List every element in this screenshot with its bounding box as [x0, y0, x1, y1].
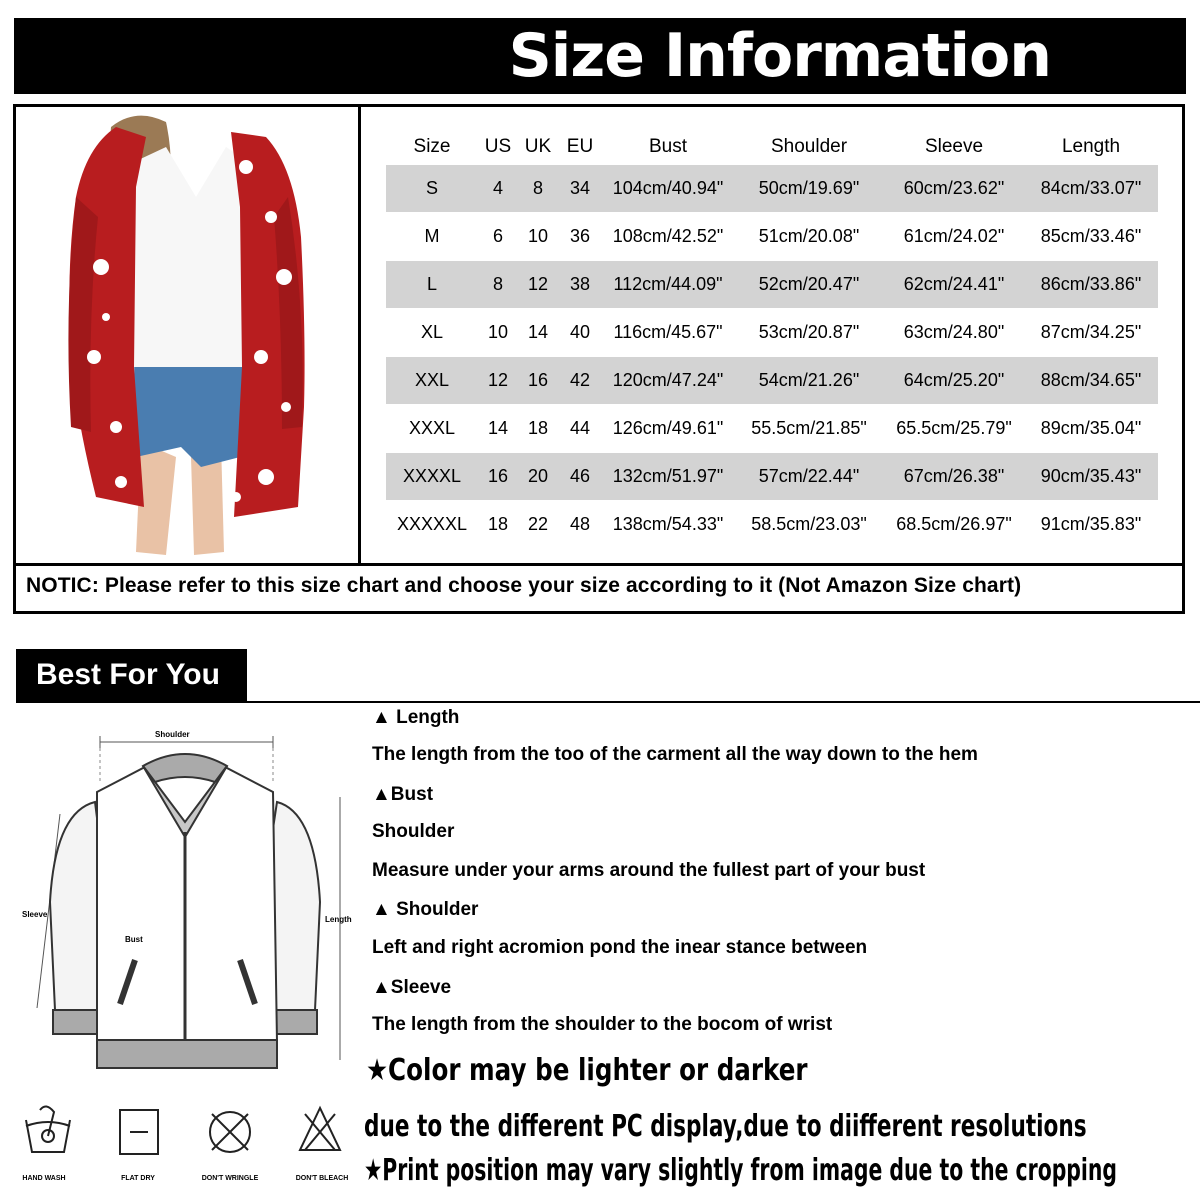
table-body [386, 165, 1158, 549]
table-header-row [386, 130, 1158, 165]
table-cell: 48 [558, 501, 602, 549]
table-cell: 46 [558, 453, 602, 501]
table-row [386, 405, 1158, 453]
table-cell: 116cm/45.67" [602, 309, 734, 357]
best-for-you-tab [16, 649, 247, 701]
sleeve-heading: ▲Sleeve [372, 977, 452, 998]
header-bar [14, 18, 1186, 94]
table-cell: 65.5cm/25.79" [884, 405, 1024, 453]
table-cell: 18 [518, 405, 558, 453]
col-header: Length [1061, 136, 1121, 157]
table-cell: 12 [518, 261, 558, 309]
col-header: Bust [648, 136, 688, 157]
table-cell: 126cm/49.61" [602, 405, 734, 453]
col-header: Size [413, 136, 451, 157]
table-cell: 50cm/19.69" [734, 165, 884, 213]
table-cell: 67cm/26.38" [884, 453, 1024, 501]
care-icons [20, 1100, 360, 1172]
col-header: Shoulder [770, 136, 848, 157]
divider [16, 701, 1200, 703]
table-cell: 14 [518, 309, 558, 357]
table-cell: 57cm/22.44" [734, 453, 884, 501]
jacket-measurement-diagram [15, 722, 365, 1082]
col-header: EU [566, 136, 594, 157]
shoulder-description: Left and right acromion pond the inear stance between [372, 937, 868, 958]
table-cell: 60cm/23.62" [884, 165, 1024, 213]
table-cell: 36 [558, 213, 602, 261]
length-heading: ▲ Length [372, 707, 460, 728]
size-table [386, 130, 1158, 548]
shoulder-heading: ▲ Shoulder [372, 899, 479, 920]
table-cell: 112cm/44.09" [602, 261, 734, 309]
table-cell: 120cm/47.24" [602, 357, 734, 405]
table-cell: 8 [478, 261, 518, 309]
table-cell: 132cm/51.97" [602, 453, 734, 501]
flat-dry-icon [120, 1110, 158, 1154]
table-cell: 85cm/33.46" [1024, 213, 1158, 261]
print-position-note: ★Print position may vary slightly from image due to the cropping [364, 1153, 1118, 1188]
table-cell: 62cm/24.41" [884, 261, 1024, 309]
table-cell: 6 [478, 213, 518, 261]
table-row [386, 501, 1158, 549]
shoulder-dimension-label: Shoulder [155, 730, 190, 739]
bust-dimension-label: Bust [125, 935, 143, 944]
table-cell: 40 [558, 309, 602, 357]
table-cell: 38 [558, 261, 602, 309]
table-row [386, 213, 1158, 261]
table-cell: XXXXXL [386, 501, 478, 549]
table-cell: 10 [478, 309, 518, 357]
col-header: US [484, 136, 512, 157]
table-cell: 91cm/35.83" [1024, 501, 1158, 549]
care-label: DON'T BLEACH [295, 1175, 349, 1182]
dont-bleach-icon [300, 1108, 340, 1150]
table-row [386, 261, 1158, 309]
table-cell: XXL [386, 357, 478, 405]
table-cell: 18 [478, 501, 518, 549]
display-note: due to the different PC display,due to diifferent resolutions [364, 1109, 1087, 1144]
table-cell: 53cm/20.87" [734, 309, 884, 357]
table-cell: M [386, 213, 478, 261]
sleeve-description: The length from the shoulder to the bocom of wrist [372, 1014, 833, 1035]
length-description: The length from the too of the carment all the way down to the hem [372, 744, 978, 765]
col-header: UK [524, 136, 552, 157]
table-cell: 58.5cm/23.03" [734, 501, 884, 549]
table-cell: S [386, 165, 478, 213]
table-cell: 55.5cm/21.85" [734, 405, 884, 453]
care-label: HAND WASH [22, 1175, 66, 1182]
bust-heading: ▲Bust [372, 784, 434, 805]
table-cell: 16 [518, 357, 558, 405]
table-cell: 34 [558, 165, 602, 213]
table-cell: 10 [518, 213, 558, 261]
table-cell: 54cm/21.26" [734, 357, 884, 405]
table-cell: 4 [478, 165, 518, 213]
care-label: FLAT DRY [121, 1175, 155, 1182]
notice-row [16, 563, 1182, 611]
table-cell: 16 [478, 453, 518, 501]
table-cell: XXXL [386, 405, 478, 453]
table-cell: L [386, 261, 478, 309]
table-cell: 68.5cm/26.97" [884, 501, 1024, 549]
table-cell: 64cm/25.20" [884, 357, 1024, 405]
table-cell: 44 [558, 405, 602, 453]
dont-wring-icon [210, 1112, 250, 1152]
best-for-you-title: Best For You [36, 658, 220, 691]
table-cell: 14 [478, 405, 518, 453]
table-cell: 8 [518, 165, 558, 213]
table-cell: 138cm/54.33" [602, 501, 734, 549]
table-cell: 90cm/35.43" [1024, 453, 1158, 501]
table-cell: 12 [478, 357, 518, 405]
table-cell: XXXXL [386, 453, 478, 501]
table-cell: 52cm/20.47" [734, 261, 884, 309]
model-photo-image [16, 107, 355, 563]
product-photo [16, 107, 361, 563]
table-cell: 87cm/34.25" [1024, 309, 1158, 357]
table-cell: 104cm/40.94" [602, 165, 734, 213]
sleeve-dimension-label: Sleeve [22, 910, 48, 919]
table-cell: 61cm/24.02" [884, 213, 1024, 261]
table-row [386, 309, 1158, 357]
hand-wash-icon [26, 1106, 70, 1152]
table-cell: 63cm/24.80" [884, 309, 1024, 357]
table-cell: 22 [518, 501, 558, 549]
table-cell: 86cm/33.86" [1024, 261, 1158, 309]
bust-subheading: Shoulder [372, 821, 455, 842]
color-note: ★Color may be lighter or darker [366, 1053, 808, 1088]
table-cell: 51cm/20.08" [734, 213, 884, 261]
notice-text: NOTIC: Please refer to this size chart and choose your size according to it (Not Amazon Size chart) [26, 574, 1022, 597]
care-label: DON'T WRINGLE [201, 1175, 259, 1182]
table-row [386, 357, 1158, 405]
col-header: Sleeve [924, 136, 984, 157]
page-title: Size Information [508, 21, 1051, 91]
table-cell: 42 [558, 357, 602, 405]
table-cell: 88cm/34.65" [1024, 357, 1158, 405]
table-row [386, 165, 1158, 213]
table-cell: 89cm/35.04" [1024, 405, 1158, 453]
length-dimension-label: Length [325, 915, 352, 924]
bust-description: Measure under your arms around the fullest part of your bust [372, 860, 926, 881]
table-cell: 20 [518, 453, 558, 501]
table-row [386, 453, 1158, 501]
table-cell: 108cm/42.52" [602, 213, 734, 261]
table-cell: XL [386, 309, 478, 357]
table-cell: 84cm/33.07" [1024, 165, 1158, 213]
